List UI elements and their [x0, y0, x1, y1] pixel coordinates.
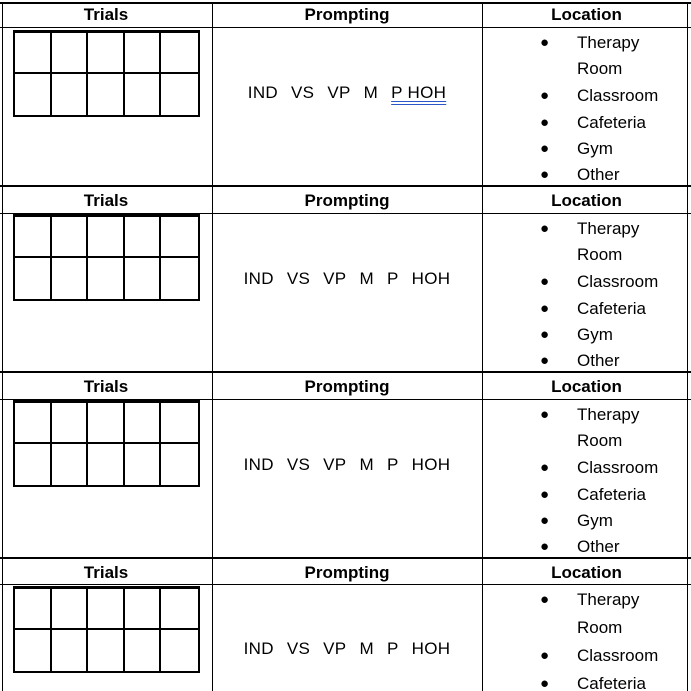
bullet-icon: ● — [540, 538, 550, 555]
location-item-gym[interactable]: ● Gym — [482, 322, 691, 348]
bullet-icon: ● — [540, 114, 550, 131]
prompt-option-p[interactable]: P — [386, 455, 399, 474]
location-item-cafeteria[interactable]: ● Cafeteria — [482, 670, 691, 691]
table-rule — [0, 584, 691, 585]
location-item-classroom[interactable]: ● Classroom — [482, 642, 691, 670]
location-item-therapy-room[interactable]: ● Therapy Room — [482, 402, 691, 454]
trial-cell[interactable] — [161, 217, 198, 258]
prompt-option-m[interactable]: M — [359, 639, 374, 658]
trial-cell[interactable] — [161, 630, 198, 671]
trial-cell[interactable] — [125, 630, 162, 671]
trial-cell[interactable] — [88, 444, 125, 485]
bullet-icon: ● — [540, 300, 550, 317]
prompting-header: Prompting — [304, 5, 390, 24]
trials-grid — [13, 214, 200, 301]
trials-header: Trials — [83, 377, 129, 396]
prompt-option-vp[interactable]: VP — [323, 269, 347, 288]
trial-cell[interactable] — [88, 33, 125, 74]
prompt-option-hoh[interactable]: HOH — [411, 639, 451, 658]
prompt-option-vp[interactable]: VP — [323, 455, 347, 474]
trial-cell[interactable] — [88, 74, 125, 115]
prompt-option-hoh[interactable]: HOH — [411, 269, 451, 288]
location-item-classroom[interactable]: ● Classroom — [482, 269, 691, 295]
prompting-options — [212, 83, 482, 103]
prompt-option-hoh[interactable]: HOH — [407, 83, 447, 102]
trial-cell[interactable] — [52, 630, 89, 671]
trial-cell[interactable] — [15, 589, 52, 630]
prompt-option-p[interactable]: P — [386, 639, 399, 658]
prompt-option-ind[interactable]: IND — [243, 455, 274, 474]
trials-header: Trials — [83, 5, 129, 24]
trial-cell[interactable] — [88, 630, 125, 671]
trials-grid — [13, 400, 200, 487]
trial-cell[interactable] — [52, 444, 89, 485]
prompt-option-ind[interactable]: IND — [243, 269, 274, 288]
location-item-classroom[interactable]: ● Classroom — [482, 455, 691, 481]
location-item-therapy-room[interactable]: ● Therapy Room — [482, 586, 691, 642]
bullet-icon: ● — [540, 166, 550, 183]
trial-cell[interactable] — [15, 74, 52, 115]
prompting-options — [212, 269, 482, 289]
location-item-cafeteria[interactable]: ● Cafeteria — [482, 482, 691, 508]
prompt-option-ind[interactable]: IND — [247, 83, 278, 102]
trial-cell[interactable] — [125, 258, 162, 299]
bullet-icon: ● — [540, 273, 550, 290]
trial-cell[interactable] — [125, 33, 162, 74]
prompt-option-vp[interactable]: VP — [327, 83, 351, 102]
location-item-cafeteria[interactable]: ● Cafeteria — [482, 296, 691, 322]
trial-block-4 — [0, 558, 691, 691]
bullet-icon: ● — [540, 87, 550, 104]
location-list — [482, 30, 691, 188]
trial-cell[interactable] — [15, 403, 52, 444]
prompt-option-m[interactable]: M — [363, 83, 379, 102]
location-header: Location — [551, 377, 622, 396]
trial-cell[interactable] — [125, 403, 162, 444]
trials-header: Trials — [83, 191, 129, 210]
trial-cell[interactable] — [161, 444, 198, 485]
prompt-option-vs[interactable]: VS — [286, 639, 311, 658]
trial-cell[interactable] — [125, 217, 162, 258]
bullet-icon: ● — [540, 486, 550, 503]
location-header: Location — [551, 5, 622, 24]
trial-cell[interactable] — [88, 403, 125, 444]
header-row — [0, 186, 691, 212]
trial-cell[interactable] — [161, 258, 198, 299]
prompt-option-vs[interactable]: VS — [286, 269, 311, 288]
location-item-gym[interactable]: ● Gym — [482, 136, 691, 162]
location-item-therapy-room[interactable]: ● Therapy Room — [482, 30, 691, 82]
table-rule — [0, 213, 691, 214]
prompting-options — [212, 455, 482, 475]
trial-cell[interactable] — [52, 258, 89, 299]
location-header: Location — [551, 191, 622, 210]
table-rule — [687, 2, 688, 691]
trial-cell[interactable] — [161, 589, 198, 630]
table-rule — [0, 557, 691, 559]
location-item-classroom[interactable]: ● Classroom — [482, 83, 691, 109]
bullet-icon: ● — [540, 675, 550, 691]
bullet-icon: ● — [540, 220, 550, 237]
prompt-option-p[interactable]: P HOH — [391, 83, 447, 102]
trial-cell[interactable] — [15, 217, 52, 258]
trial-cell[interactable] — [52, 589, 89, 630]
location-list — [482, 402, 691, 560]
trial-cell[interactable] — [52, 217, 89, 258]
trial-cell[interactable] — [15, 630, 52, 671]
trials-grid — [13, 30, 200, 117]
trial-cell[interactable] — [125, 444, 162, 485]
trials-header: Trials — [83, 563, 129, 582]
prompt-option-vp[interactable]: VP — [323, 639, 347, 658]
table-rule — [212, 2, 213, 691]
trial-cell[interactable] — [15, 444, 52, 485]
trial-cell[interactable] — [161, 403, 198, 444]
header-row — [0, 372, 691, 398]
header-row — [0, 558, 691, 584]
trial-cell[interactable] — [52, 403, 89, 444]
prompt-option-vs[interactable]: VS — [286, 455, 311, 474]
bullet-icon: ● — [540, 326, 550, 343]
trial-cell[interactable] — [52, 33, 89, 74]
table-rule — [0, 2, 691, 4]
prompting-header: Prompting — [304, 377, 390, 396]
trial-cell[interactable] — [161, 74, 198, 115]
prompting-options — [212, 639, 482, 659]
prompt-option-m[interactable]: M — [359, 269, 374, 288]
table-rule — [2, 2, 3, 691]
trials-grid — [13, 586, 200, 673]
location-item-cafeteria[interactable]: ● Cafeteria — [482, 110, 691, 136]
location-list — [482, 216, 691, 374]
location-item-therapy-room[interactable]: ● Therapy Room — [482, 216, 691, 268]
trial-cell[interactable] — [88, 258, 125, 299]
prompt-option-hoh[interactable]: HOH — [411, 455, 451, 474]
bullet-icon: ● — [540, 591, 550, 608]
location-item-gym[interactable]: ● Gym — [482, 508, 691, 534]
location-list — [482, 586, 691, 691]
location-item-other[interactable]: ● Other — [482, 348, 691, 374]
table-rule — [0, 371, 691, 373]
trial-cell[interactable] — [15, 33, 52, 74]
trial-cell[interactable] — [161, 33, 198, 74]
prompting-header: Prompting — [304, 563, 390, 582]
prompting-header: Prompting — [304, 191, 390, 210]
trial-cell[interactable] — [52, 74, 89, 115]
prompt-option-ind[interactable]: IND — [243, 639, 274, 658]
bullet-icon: ● — [540, 512, 550, 529]
prompt-option-vs[interactable]: VS — [291, 83, 315, 102]
bullet-icon: ● — [540, 459, 550, 476]
bullet-icon: ● — [540, 647, 550, 664]
table-rule — [0, 185, 691, 187]
location-item-other[interactable]: ● Other — [482, 534, 691, 560]
trial-cell[interactable] — [15, 258, 52, 299]
table-rule — [0, 27, 691, 28]
table-rule — [0, 399, 691, 400]
bullet-icon: ● — [540, 406, 550, 423]
trial-cell[interactable] — [125, 589, 162, 630]
trial-cell[interactable] — [88, 217, 125, 258]
prompt-option-m[interactable]: M — [359, 455, 374, 474]
bullet-icon: ● — [540, 140, 550, 157]
location-header: Location — [551, 563, 622, 582]
prompt-option-p[interactable]: P — [386, 269, 399, 288]
trial-cell[interactable] — [125, 74, 162, 115]
bullet-icon: ● — [540, 34, 550, 51]
table-rule — [482, 2, 483, 691]
bullet-icon: ● — [540, 352, 550, 369]
trial-cell[interactable] — [88, 589, 125, 630]
location-item-other[interactable]: ● Other — [482, 162, 691, 188]
